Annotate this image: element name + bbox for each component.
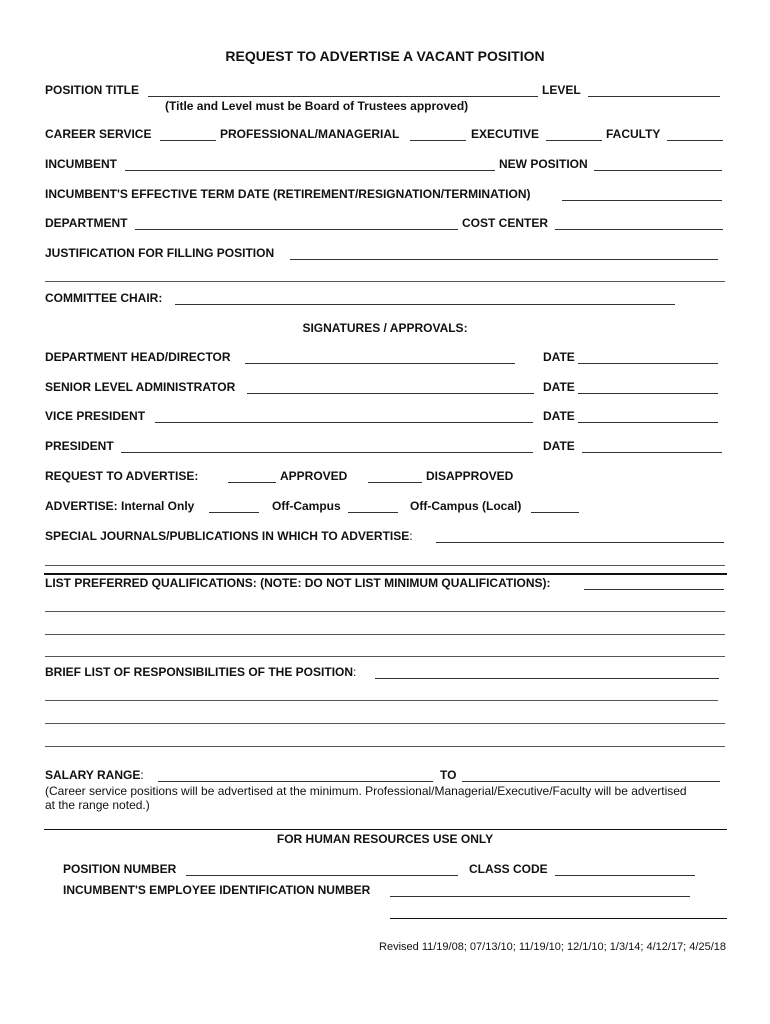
justification-label: JUSTIFICATION FOR FILLING POSITION [45,246,275,260]
dept-head-label: DEPARTMENT HEAD/DIRECTOR [45,350,231,364]
qualifications-line[interactable] [45,656,725,657]
term-date-field[interactable] [562,200,722,201]
faculty-label: FACULTY [606,127,661,141]
advertise-internal-label: ADVERTISE: Internal Only [45,499,195,513]
president-label: PRESIDENT [45,439,114,453]
disapproved-label: DISAPPROVED [426,469,514,483]
off-campus-field[interactable] [348,512,398,513]
class-code-field[interactable] [555,875,695,876]
department-label: DEPARTMENT [45,216,128,230]
prof-managerial-label: PROFESSIONAL/MANAGERIAL [220,127,400,141]
new-position-field[interactable] [594,170,722,171]
approved-field[interactable] [228,482,276,483]
revision-dates: Revised 11/19/08; 07/13/10; 11/19/10; 12/1/10; 1/3/14; 4/12/17; 4/25/18 [379,941,726,953]
date-label: DATE [543,439,575,453]
prof-managerial-field[interactable] [410,140,466,141]
responsibilities-line[interactable] [45,700,718,701]
salary-to-label: TO [440,768,457,782]
president-signature-field[interactable] [121,452,533,453]
committee-chair-field[interactable] [175,304,675,305]
senior-admin-signature-field[interactable] [247,393,534,394]
vice-president-label: VICE PRESIDENT [45,409,146,423]
hr-bottom-border [390,918,727,919]
dept-head-date-field[interactable] [578,363,718,364]
off-campus-label: Off-Campus [272,499,341,513]
new-position-label: NEW POSITION [499,157,588,171]
journals-field[interactable] [436,542,724,543]
approved-label: APPROVED [280,469,348,483]
department-field[interactable] [135,229,458,230]
incumbent-label: INCUMBENT [45,157,117,171]
employee-id-field[interactable] [390,896,690,897]
position-number-field[interactable] [186,875,458,876]
career-service-field[interactable] [160,140,216,141]
salary-note-line-1: (Career service positions will be advertised at the minimum. Professional/Managerial/Executive/Faculty will be advertised [45,784,687,798]
term-date-label: INCUMBENT'S EFFECTIVE TERM DATE (RETIREMENT/RESIGNATION/TERMINATION) [45,187,531,201]
senior-admin-label: SENIOR LEVEL ADMINISTRATOR [45,380,236,394]
committee-chair-label: COMMITTEE CHAIR: [45,291,163,305]
dept-head-signature-field[interactable] [245,363,515,364]
cost-center-label: COST CENTER [462,216,549,230]
title-level-note: (Title and Level must be Board of Trustees approved) [165,99,469,113]
journals-label: SPECIAL JOURNALS/PUBLICATIONS IN WHICH TO ADVERTISE: [45,529,413,543]
career-service-label: CAREER SERVICE [45,127,152,141]
justification-field[interactable] [290,259,718,260]
salary-min-field[interactable] [158,781,433,782]
qualifications-line[interactable] [45,611,725,612]
cost-center-field[interactable] [555,229,723,230]
executive-label: EXECUTIVE [471,127,540,141]
justification-line[interactable] [45,281,725,282]
vice-president-signature-field[interactable] [155,422,533,423]
journals-line[interactable] [45,565,725,566]
responsibilities-line[interactable] [45,746,725,747]
disapproved-field[interactable] [368,482,422,483]
form-title: REQUEST TO ADVERTISE A VACANT POSITION [225,48,545,64]
salary-note-line-2: at the range noted.) [45,798,150,812]
position-title-field[interactable] [148,96,538,97]
signatures-heading: SIGNATURES / APPROVALS: [302,321,468,335]
faculty-field[interactable] [667,140,723,141]
employee-id-label: INCUMBENT'S EMPLOYEE IDENTIFICATION NUMBER [63,883,371,897]
responsibilities-field[interactable] [375,678,719,679]
qualifications-line[interactable] [45,634,725,635]
salary-max-field[interactable] [462,781,720,782]
level-field[interactable] [588,96,720,97]
executive-field[interactable] [546,140,602,141]
position-number-label: POSITION NUMBER [63,862,177,876]
internal-only-field[interactable] [209,512,259,513]
off-campus-local-field[interactable] [531,512,579,513]
section-divider [44,573,727,575]
hr-heading: FOR HUMAN RESOURCES USE ONLY [276,832,494,846]
responsibilities-line[interactable] [45,723,725,724]
date-label: DATE [543,409,575,423]
hr-top-border [44,829,727,830]
class-code-label: CLASS CODE [469,862,548,876]
off-campus-local-label: Off-Campus (Local) [410,499,522,513]
president-date-field[interactable] [582,452,722,453]
vice-president-date-field[interactable] [578,422,718,423]
request-to-advertise-label: REQUEST TO ADVERTISE: [45,469,199,483]
date-label: DATE [543,380,575,394]
qualifications-field[interactable] [584,589,724,590]
salary-range-label: SALARY RANGE: [45,768,144,782]
date-label: DATE [543,350,575,364]
qualifications-label: LIST PREFERRED QUALIFICATIONS: (NOTE: DO NOT LIST MINIMUM QUALIFICATIONS): [45,576,551,590]
position-title-label: POSITION TITLE [45,83,140,97]
senior-admin-date-field[interactable] [578,393,718,394]
incumbent-field[interactable] [125,170,495,171]
responsibilities-label: BRIEF LIST OF RESPONSIBILITIES OF THE POSITION: [45,665,357,679]
level-label: LEVEL [542,83,581,97]
